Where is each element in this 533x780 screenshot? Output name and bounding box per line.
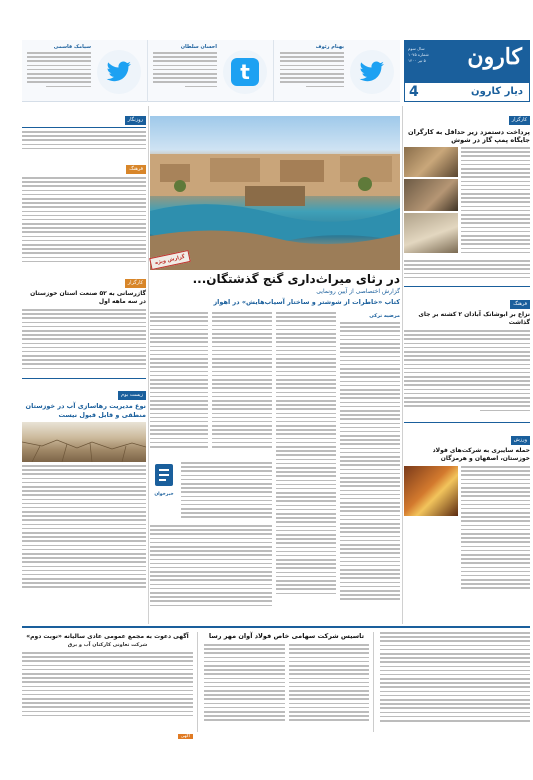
columnist-card bbox=[22, 40, 148, 102]
twitter-t-icon: t bbox=[223, 50, 267, 94]
section-tag: کارگزار bbox=[125, 279, 146, 288]
section-tag: کارگزار bbox=[404, 106, 530, 125]
page-number: 4 bbox=[409, 84, 419, 100]
notice-title: آگهی دعوت به مجمع عمومی عادی سالیانه «نوبت دوم» bbox=[26, 633, 189, 640]
article-headline: حمله سایبری به شرکت‌های فولاد خوزستان، اصفهان و هرمزگان bbox=[432, 447, 530, 462]
masthead-logo: کارون bbox=[467, 44, 522, 70]
article-photo bbox=[404, 179, 458, 211]
article-headline: نوع مدیریت رهاسازی آب در خوزستان منطقی و قابل قبول نیست bbox=[25, 402, 146, 419]
notice-box bbox=[22, 632, 198, 739]
column-divider bbox=[148, 106, 149, 624]
news-box-label: خبرخوان bbox=[154, 492, 174, 497]
article-photo bbox=[404, 213, 458, 253]
feature-byline: مرضیه ترکی bbox=[369, 313, 400, 319]
twitter-bird-icon bbox=[97, 50, 141, 94]
article-headline: نزاع بر ابوشانک آبادان ۲ کشته بر جای گذاشت bbox=[418, 311, 530, 326]
section-tag: زیست بوم bbox=[118, 391, 146, 400]
news-box bbox=[150, 462, 272, 612]
article-body bbox=[22, 131, 146, 153]
article-body bbox=[22, 465, 146, 595]
feature-kicker: گزارش اختصاصی از آیین رونمایی bbox=[316, 288, 400, 295]
article-body bbox=[404, 260, 530, 282]
article-headline: گازرسانی به ۵۲ صنعت استان خوزستان در سه ماهه اول bbox=[30, 290, 146, 305]
masthead-issue-info: سال سوم شماره ۱۰۷۵ ۵ تیر ۱۴۰۰ bbox=[408, 46, 429, 63]
article-body bbox=[404, 330, 530, 418]
notice-title: تاسیس شرکت سهامی خاص فولاد آوان مهر رسا bbox=[208, 632, 365, 640]
twitter-bird-icon bbox=[350, 50, 394, 94]
feature-headline: در رثای میراث‌داری گنج گذشتگان... bbox=[192, 272, 400, 286]
feature-stamp: گزارش ویژه bbox=[149, 250, 191, 270]
columnist-text bbox=[27, 52, 91, 96]
columnists-strip bbox=[22, 40, 400, 102]
feature-body-col bbox=[150, 312, 208, 457]
columnist-card bbox=[148, 40, 274, 102]
columnist-card bbox=[274, 40, 400, 102]
article-photo bbox=[404, 466, 458, 516]
section-title: دیار کارون bbox=[471, 86, 523, 97]
columnist-name: سیامک قاسمی bbox=[53, 44, 91, 50]
article-photo bbox=[22, 422, 146, 462]
section-tag: ورزش bbox=[511, 436, 530, 445]
article-body bbox=[461, 466, 530, 596]
article-body bbox=[22, 177, 146, 267]
right-column bbox=[404, 106, 530, 624]
notice-box bbox=[204, 632, 374, 732]
columnist-name: بهنام رئوف bbox=[315, 44, 344, 50]
article-photo bbox=[404, 147, 458, 177]
feature-body-col bbox=[212, 312, 272, 457]
left-column bbox=[22, 106, 146, 624]
notice-subtitle: شرکت تعاونی کارکنان آب و برق bbox=[67, 642, 148, 648]
section-tag: روزنگار bbox=[125, 116, 146, 125]
feature-body-col bbox=[276, 312, 336, 612]
section-bar bbox=[404, 82, 530, 102]
columnist-text bbox=[153, 52, 217, 96]
columnist-text bbox=[280, 52, 344, 96]
news-box-icon bbox=[150, 462, 178, 522]
notice-box bbox=[380, 632, 530, 732]
column-divider bbox=[402, 106, 403, 624]
feature-photo bbox=[150, 116, 400, 270]
section-tag: فرهنگ bbox=[510, 300, 530, 309]
columnist-name: احسان سلطان bbox=[180, 44, 217, 50]
article-headline: پرداخت دستمزد زیر حداقل به کارگران جایگاه پمپ گاز در شوش bbox=[408, 128, 530, 144]
section-tag: فرهنگ bbox=[126, 165, 146, 174]
feature-subhead: کتاب «خاطرات از شوشتر و ساختار آسیاب‌هایش» در اهواز bbox=[213, 298, 400, 306]
article-body bbox=[22, 309, 146, 375]
notice-footer: آگهی bbox=[178, 734, 193, 739]
feature-body-col bbox=[340, 312, 400, 612]
notices-strip bbox=[22, 626, 530, 739]
article-body bbox=[461, 147, 530, 257]
